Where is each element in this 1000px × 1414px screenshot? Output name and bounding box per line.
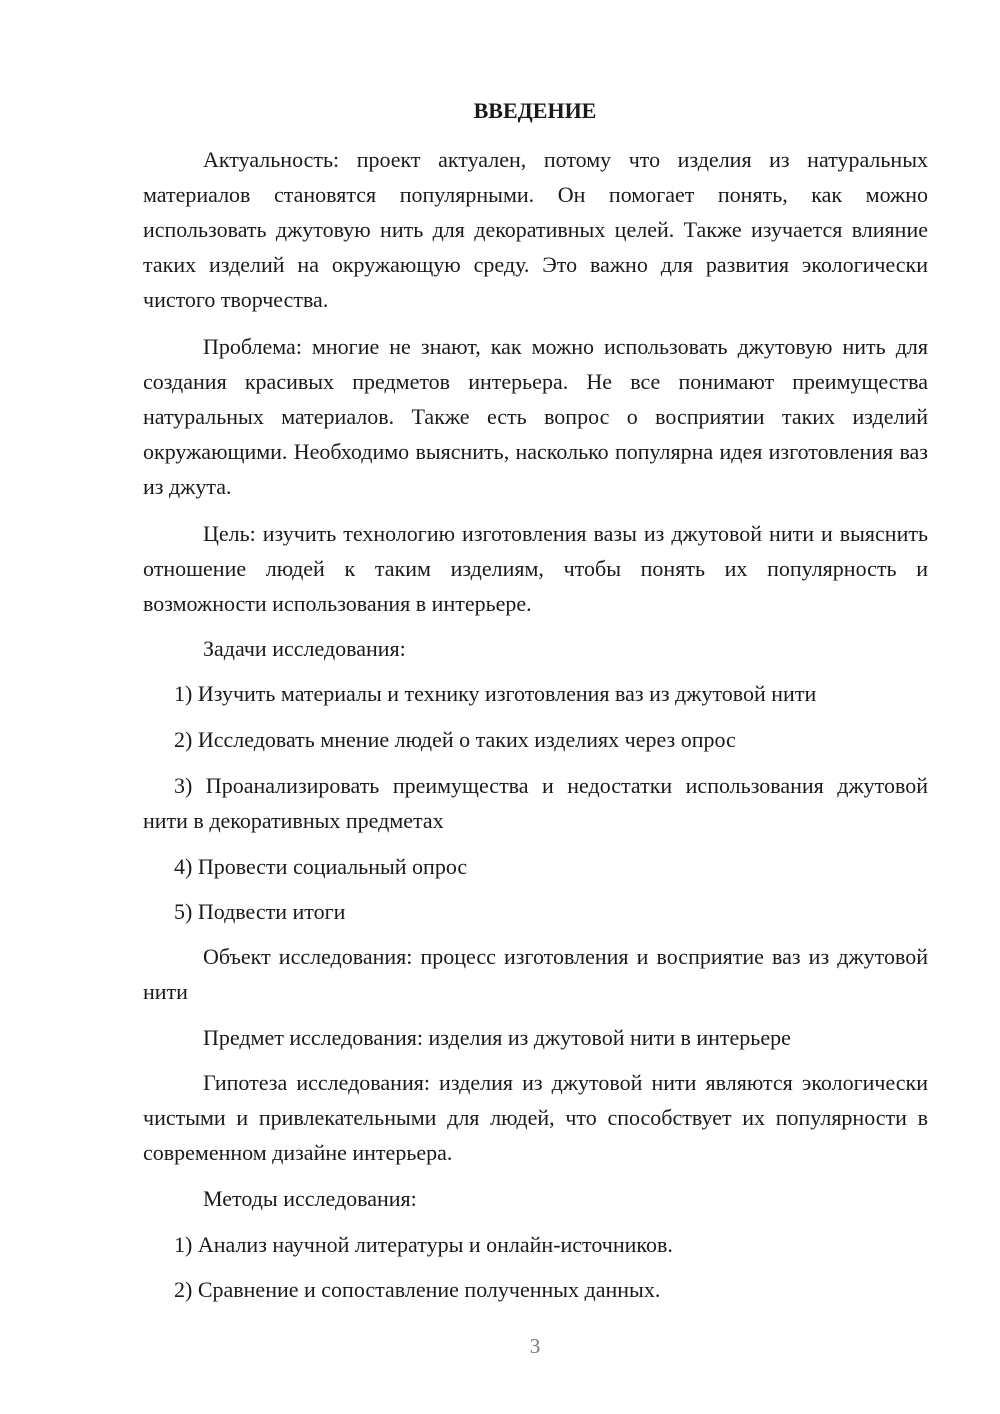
hypothesis-paragraph: Гипотеза исследования: изделия из джутовой нити являются экологически чистыми и привлекательными для людей, что способствует их популярности в современном дизайне интерьера. xyxy=(143,1070,928,1165)
task-item: 5) Подвести итоги xyxy=(174,899,346,924)
problem-paragraph: Проблема: многие не знают, как можно использовать джутовую нить для создания красивых предметов интерьера. Не все понимают преимущества натуральных материалов. Также есть вопрос о восприятии таких изделий окружающими. Необходимо выяснить, насколько популярна идея изготовления ваз из джута. xyxy=(143,334,928,499)
task-item: 2) Исследовать мнение людей о таких изделиях через опрос xyxy=(174,727,736,752)
method-item: 1) Анализ научной литературы и онлайн-источников. xyxy=(174,1232,673,1257)
task-item: 1) Изучить материалы и технику изготовления ваз из джутовой нити xyxy=(174,681,817,706)
tasks-heading: Задачи исследования: xyxy=(203,636,406,661)
methods-heading: Методы исследования: xyxy=(203,1186,417,1211)
task-item: 4) Провести социальный опрос xyxy=(174,854,468,879)
goal-paragraph: Цель: изучить технологию изготовления вазы из джутовой нити и выяснить отношение людей к таким изделиям, чтобы понять их популярность и возможности использования в интерьере. xyxy=(143,521,928,616)
page-title: ВВЕДЕНИЕ xyxy=(473,98,597,123)
page-number: 3 xyxy=(529,1334,541,1358)
subject-paragraph: Предмет исследования: изделия из джутовой нити в интерьере xyxy=(203,1025,791,1050)
method-item: 2) Сравнение и сопоставление полученных данных. xyxy=(174,1277,661,1302)
relevance-paragraph: Актуальность: проект актуален, потому что изделия из натуральных материалов становятся популярными. Он помогает понять, как можно использовать джутовую нить для декоративных целей. Также изучается влияние таких изделий на окружающую среду. Это важно для развития экологически чистого творчества. xyxy=(143,147,928,312)
object-paragraph: Объект исследования: процесс изготовления и восприятие ваз из джутовой нити xyxy=(143,944,928,1004)
task-item: 3) Проанализировать преимущества и недостатки использования джутовой нити в декоративных предметах xyxy=(143,773,928,833)
